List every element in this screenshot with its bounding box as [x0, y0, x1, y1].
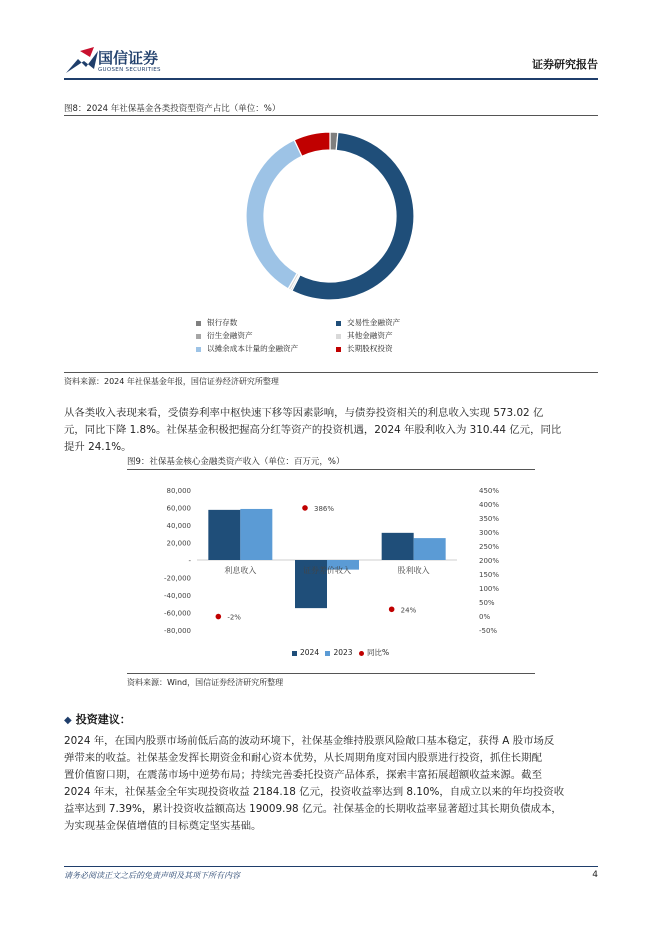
paragraph-line: 益率达到 7.39%，累计投资收益额高达 19009.98 亿元。社保基金的长期收益率显著超过其长期负债成本，	[64, 803, 562, 815]
diamond-bullet-icon: ◆	[64, 715, 72, 726]
legend-label: 衍生金融资产	[207, 331, 253, 340]
body-paragraph-recommendation	[64, 733, 604, 835]
y2-tick-label: 250%	[479, 543, 500, 551]
figure8-bottom-rule	[64, 372, 598, 373]
legend-item-long-term-equity	[336, 343, 393, 354]
legend-swatch	[292, 651, 297, 656]
bar-2023-0	[240, 509, 272, 560]
donut-legend	[196, 317, 466, 357]
paragraph-line: 弹带来的收益。社保基金发挥长期资金和耐心资本优势，从长周期角度对国内股票进行投资，抓住长期配	[64, 752, 542, 764]
section-heading	[64, 711, 131, 727]
donut-slice-4	[246, 140, 302, 289]
paragraph-line: 置价值窗口期，在震荡市场中逆势布局；持续完善委托投资产品体系，探索丰富拓展超额收益来源。截至	[64, 769, 542, 781]
x-category-label: 利息收入	[224, 566, 257, 575]
footer-divider	[64, 866, 598, 867]
paragraph-line: 为实现基金保值增值的目标奠定坚实基础。	[64, 820, 262, 832]
x-category-label: 证券差价收入	[303, 566, 351, 575]
legend-item-2024	[292, 648, 319, 657]
legend-label: 以摊余成本计量的金融资产	[207, 344, 299, 353]
legend-label: 长期股权投资	[347, 344, 393, 353]
donut-slice-1	[292, 132, 414, 300]
paragraph-line: 2024 年，在国内股票市场前低后高的波动环境下，社保基金维持股票风险敞口基本稳定，获得 A 股市场反	[64, 735, 555, 747]
bar-legend	[292, 647, 389, 658]
legend-label: 银行存数	[207, 318, 238, 327]
figure8-top-rule	[64, 115, 598, 116]
y2-tick-label: -50%	[479, 627, 498, 635]
figure9-title: 图9：社保基金核心金融类资产收入（单位：百万元，%）	[127, 457, 345, 467]
legend-item-2023	[325, 648, 352, 657]
legend-item-trading-assets	[336, 317, 400, 328]
legend-swatch	[359, 651, 364, 656]
legend-swatch	[336, 321, 341, 326]
y-tick-label: -	[188, 557, 191, 565]
bar-2023-2	[414, 538, 446, 560]
legend-swatch	[196, 321, 201, 326]
legend-label: 2024	[300, 648, 320, 657]
logo-text-cn: 国信证券	[98, 49, 159, 67]
legend-item-derivative-assets	[196, 330, 253, 341]
yoy-point-0	[216, 614, 222, 620]
donut-slice-5	[294, 132, 330, 156]
figure8-source: 资料来源：2024 年社保基金年报，国信证券经济研究所整理	[64, 377, 279, 386]
y-tick-label: -60,000	[163, 609, 191, 618]
header-divider	[64, 78, 598, 80]
paragraph-line: 提升 24.1%。	[64, 441, 132, 453]
figure9-top-rule	[127, 469, 535, 470]
body-paragraph-income	[64, 405, 604, 456]
bar-2024-0	[208, 510, 240, 560]
paragraph-line: 从各类收入表现来看，受债券利率中枢快速下移等因素影响，与债券投资相关的利息收入实现 573.02 亿	[64, 407, 544, 419]
yoy-data-label: -2%	[227, 613, 241, 622]
y2-tick-label: 400%	[479, 501, 500, 509]
legend-item-bank-deposit	[196, 317, 237, 328]
x-category-label: 股利收入	[397, 566, 430, 575]
legend-swatch	[196, 334, 201, 339]
paragraph-line: 元，同比下降 1.8%。社保基金积极把握高分红等资产的投资机遇，2024 年股利收入为 310.44 亿元，同比	[64, 424, 562, 436]
y2-tick-label: 50%	[479, 599, 495, 607]
legend-swatch	[325, 651, 330, 656]
figure8-title: 图8：2024 年社保基金各类投资型资产占比（单位：%）	[64, 104, 281, 114]
figure9-bottom-rule	[127, 673, 535, 674]
company-logo	[64, 45, 184, 81]
yoy-point-1	[302, 505, 308, 511]
y2-tick-label: 0%	[479, 613, 491, 621]
donut-chart	[230, 128, 430, 308]
y-tick-label: 20,000	[166, 539, 191, 548]
y-tick-label: -20,000	[163, 574, 191, 583]
y2-tick-label: 150%	[479, 571, 500, 579]
y2-tick-label: 100%	[479, 585, 500, 593]
y2-tick-label: 350%	[479, 515, 500, 523]
paragraph-line: 2024 年末，社保基金全年实现投资收益 2184.18 亿元，投资收益率达到 8.10%，自成立以来的年均投资收	[64, 786, 565, 798]
legend-label: 同比%	[366, 648, 390, 657]
bar-2024-2	[382, 533, 414, 560]
y-tick-label: 40,000	[166, 522, 191, 530]
logo-text-en: GUOSEN SECURITIES	[98, 67, 161, 73]
y-tick-label: 60,000	[166, 504, 191, 513]
y2-tick-label: 200%	[479, 557, 500, 565]
legend-swatch	[336, 334, 341, 339]
y2-tick-label: 450%	[479, 487, 500, 495]
legend-label: 其他金融资产	[347, 331, 393, 340]
section-heading-text: 投资建议：	[75, 713, 131, 726]
legend-item-yoy	[359, 648, 389, 657]
bar-chart	[127, 478, 535, 658]
legend-item-amortized-assets	[196, 343, 298, 354]
footer-disclaimer: 请务必阅读正文之后的免责声明及其项下所有内容	[64, 871, 240, 880]
y2-tick-label: 300%	[479, 529, 500, 537]
figure9-source: 资料来源：Wind，国信证券经济研究所整理	[127, 678, 284, 687]
legend-item-other-assets	[336, 330, 393, 341]
report-type: 证券研究报告	[532, 58, 598, 71]
y-tick-label: -40,000	[163, 592, 191, 600]
legend-swatch	[336, 347, 341, 352]
yoy-data-label: 24%	[400, 606, 417, 615]
yoy-data-label: 386%	[314, 504, 335, 513]
legend-label: 2023	[333, 648, 353, 657]
y-tick-label: -80,000	[163, 627, 191, 635]
y-tick-label: 80,000	[166, 487, 191, 495]
yoy-point-2	[389, 606, 395, 612]
legend-label: 交易性金融资产	[347, 318, 401, 327]
page-number: 4	[592, 870, 598, 880]
legend-swatch	[196, 347, 201, 352]
